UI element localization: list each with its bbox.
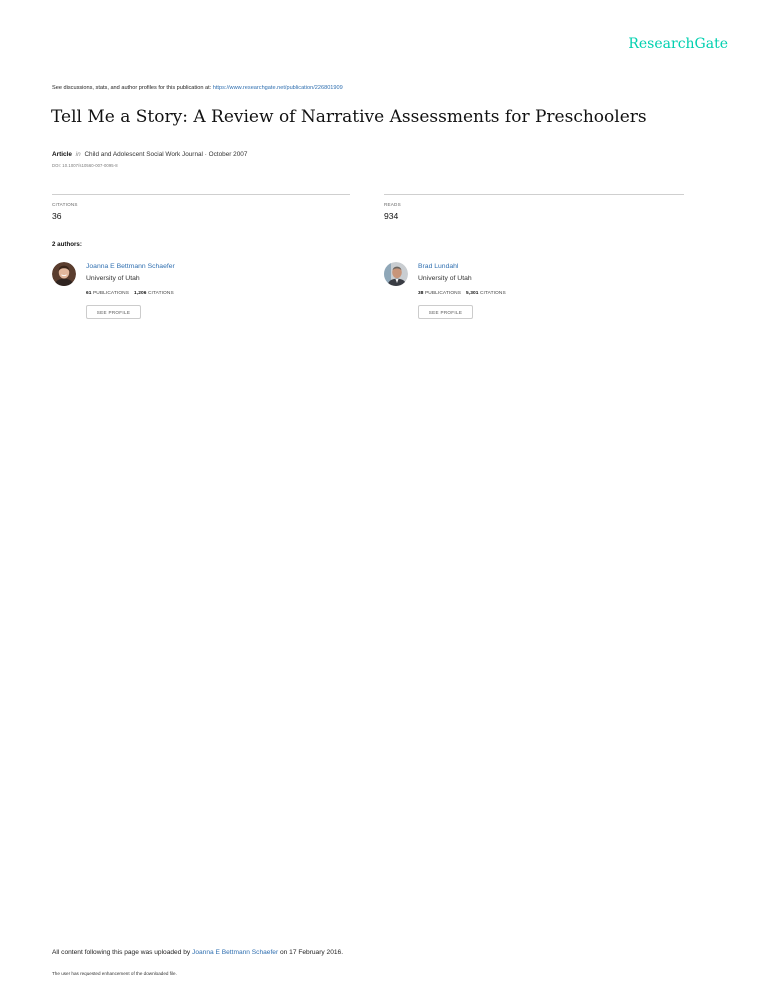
- publications-label: PUBLICATIONS: [424, 291, 462, 296]
- divider-right: [384, 194, 684, 195]
- publications-count: 61: [86, 291, 92, 296]
- author-citations-count: 1,206: [134, 291, 147, 296]
- authors-heading: 2 authors:: [52, 241, 82, 248]
- publication-url-link[interactable]: https://www.researchgate.net/publication/226801909: [212, 85, 343, 91]
- publications-count: 38: [418, 291, 424, 296]
- citations-label: CITATIONS: [52, 202, 78, 207]
- author-institution: University of Utah: [418, 275, 472, 282]
- publication-doi: DOI: 10.1007/s10560-007-0095-8: [52, 163, 118, 168]
- discussion-line: [52, 85, 343, 91]
- see-profile-button[interactable]: SEE PROFILE: [418, 305, 473, 319]
- researchgate-logo[interactable]: ResearchGate: [628, 36, 728, 52]
- author-name-link[interactable]: Joanna E Bettmann Schaefer: [86, 263, 175, 270]
- author-stats: [86, 291, 174, 296]
- publication-venue: Child and Adolescent Social Work Journal · October 2007: [84, 151, 248, 158]
- author-citations-label: CITATIONS: [479, 291, 506, 296]
- person-avatar-icon[interactable]: [52, 262, 76, 286]
- reads-label: READS: [384, 202, 401, 207]
- author-citations-count: 5,301: [466, 291, 479, 296]
- author-name-link[interactable]: Brad Lundahl: [418, 263, 459, 270]
- publications-label: PUBLICATIONS: [92, 291, 130, 296]
- footer-note: The user has requested enhancement of the downloaded file.: [52, 971, 177, 976]
- publication-meta: [52, 151, 247, 158]
- reads-value: 934: [384, 211, 399, 221]
- author-stats: [418, 291, 506, 296]
- publication-type: Article: [52, 151, 72, 158]
- author-citations-label: CITATIONS: [147, 291, 174, 296]
- author-institution: University of Utah: [86, 275, 140, 282]
- citations-value: 36: [52, 211, 62, 221]
- divider-left: [52, 194, 350, 195]
- in-label: in: [75, 151, 81, 158]
- person-avatar-icon[interactable]: [384, 262, 408, 286]
- discussion-prefix: See discussions, stats, and author profiles for this publication at:: [52, 85, 213, 91]
- publication-title: Tell Me a Story: A Review of Narrative Assessments for Preschoolers: [51, 107, 647, 127]
- footer-prefix: All content following this page was uploaded by: [52, 949, 193, 956]
- upload-footer: [52, 949, 343, 956]
- see-profile-button[interactable]: SEE PROFILE: [86, 305, 141, 319]
- footer-suffix: on 17 February 2016.: [278, 949, 344, 956]
- uploader-link[interactable]: Joanna E Bettmann Schaefer: [192, 949, 279, 956]
